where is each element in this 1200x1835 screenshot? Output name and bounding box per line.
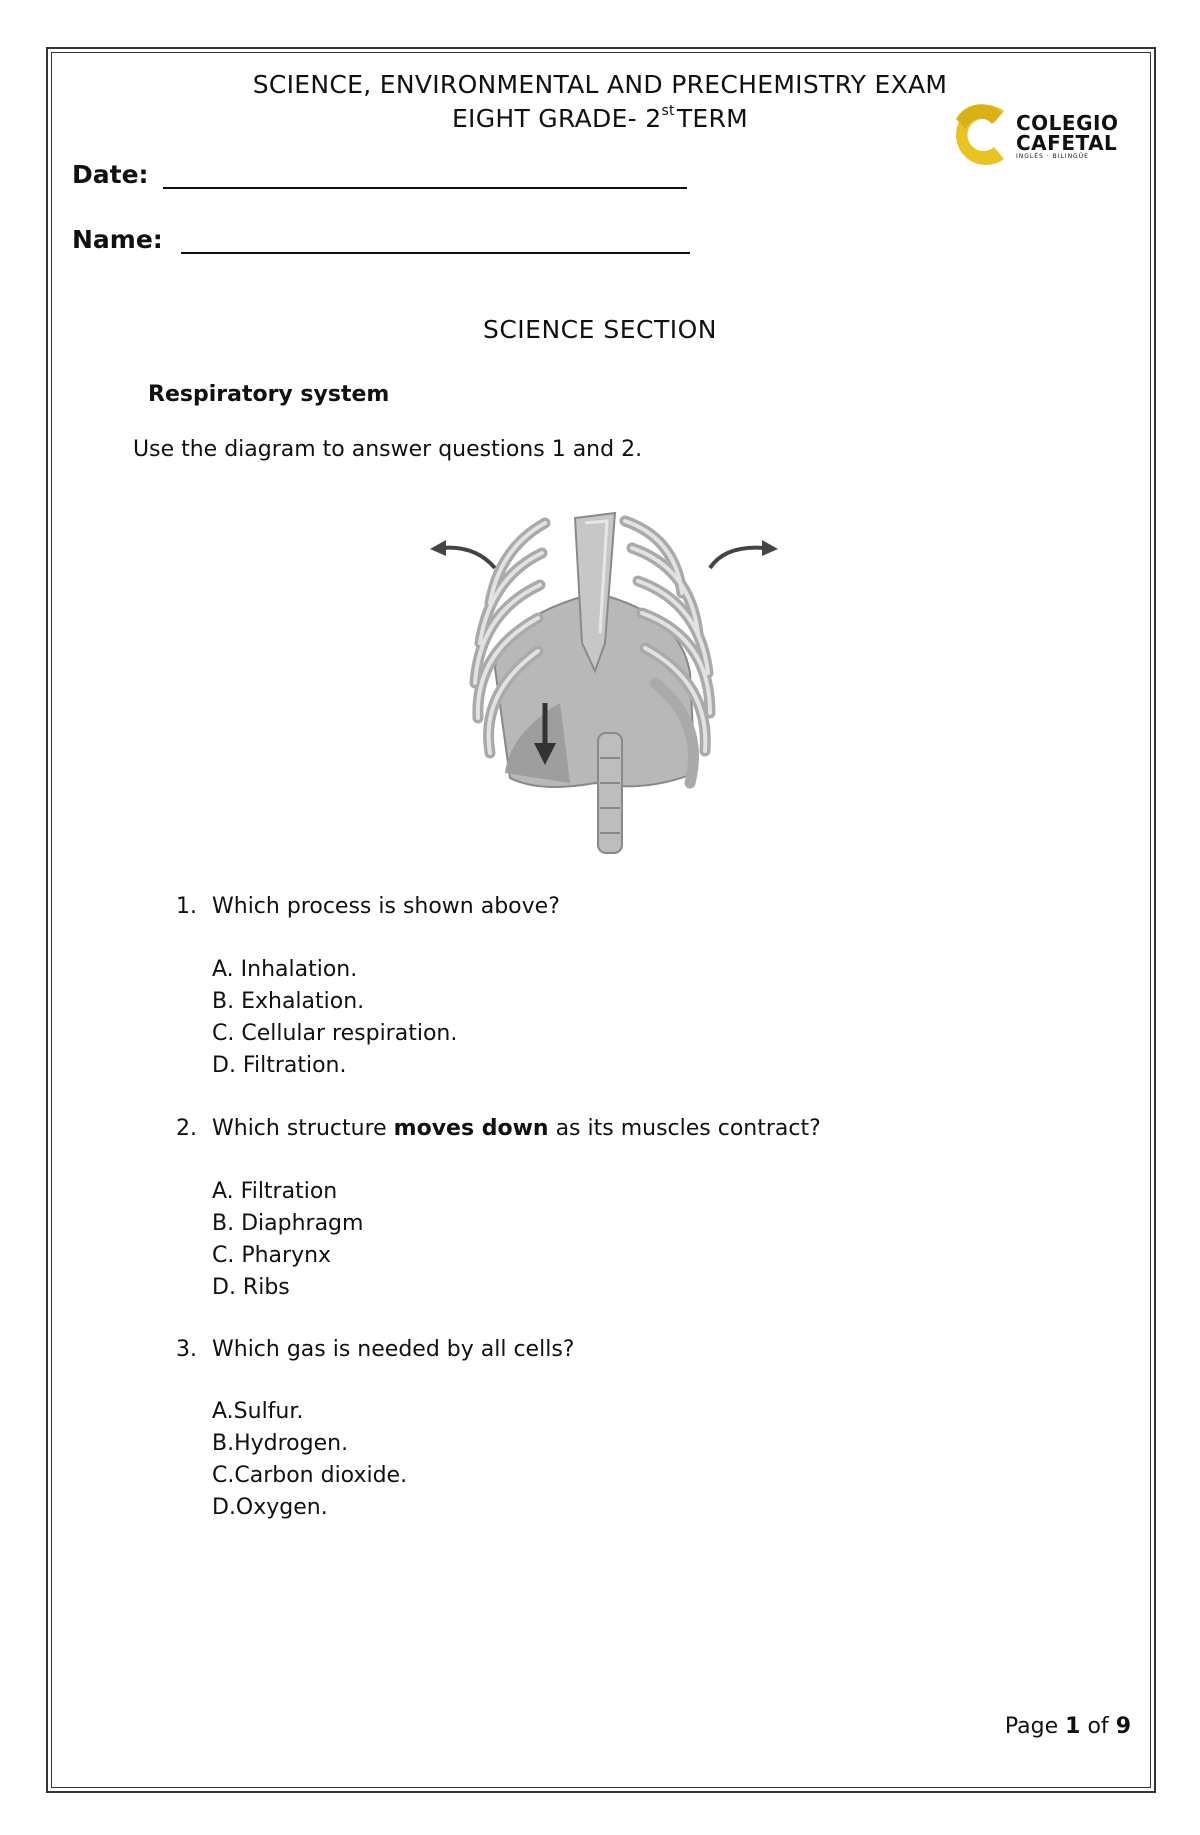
question-text-emphasis: moves down (393, 1116, 549, 1141)
date-label: Date: (72, 160, 149, 189)
option-1d[interactable]: D. Filtration. (212, 1053, 347, 1078)
logo-text-cafetal: CAFETAL (1016, 131, 1118, 155)
option-2a[interactable]: A. Filtration (212, 1179, 338, 1204)
expansion-arrow-left-icon (430, 540, 495, 568)
option-2c[interactable]: C. Pharynx (212, 1243, 332, 1268)
question-number: 3. (176, 1337, 197, 1362)
page-number (1005, 1714, 1131, 1739)
option-3b[interactable]: B.Hydrogen. (212, 1431, 349, 1456)
question-text-start: Which structure (212, 1116, 394, 1141)
name-label: Name: (72, 225, 163, 254)
option-2d[interactable]: D. Ribs (212, 1275, 290, 1300)
expansion-arrow-right-icon (710, 540, 778, 568)
option-1c[interactable]: C. Cellular respiration. (212, 1021, 458, 1046)
section-title: SCIENCE SECTION (482, 315, 718, 344)
page-word: Page (1004, 1714, 1059, 1739)
logo-text-colegio: COLEGIO (1016, 111, 1119, 135)
page-of: of (1087, 1714, 1109, 1739)
exam-title: SCIENCE, ENVIRONMENTAL AND PRECHEMISTRY EXAM (252, 70, 948, 99)
page-total: 9 (1115, 1714, 1131, 1739)
question-text-end: as its muscles contract? (548, 1116, 821, 1141)
option-3d[interactable]: D.Oxygen. (212, 1495, 328, 1520)
option-3a[interactable]: A.Sulfur. (212, 1399, 304, 1424)
question-number: 1. (176, 894, 197, 919)
question-3 (176, 1337, 574, 1362)
question-2 (176, 1116, 821, 1141)
topic-heading: Respiratory system (148, 382, 390, 407)
rib-cage-diaphragm-diagram (420, 493, 790, 868)
grade-label: EIGHT GRADE- 2 (451, 104, 662, 133)
page-border-inner (51, 52, 1151, 1788)
option-1b[interactable]: B. Exhalation. (212, 989, 365, 1014)
option-3c[interactable]: C.Carbon dioxide. (212, 1463, 408, 1488)
question-text: Which gas is needed by all cells? (212, 1337, 575, 1362)
instructions-text: Use the diagram to answer questions 1 and 2. (133, 437, 643, 462)
question-text: Which process is shown above? (212, 894, 560, 919)
logo-tagline: INGLÉS · BILINGÜE (1016, 153, 1089, 160)
date-field-line[interactable] (163, 187, 687, 189)
question-number: 2. (176, 1116, 197, 1141)
term-label: TERM (676, 104, 749, 133)
name-field-line[interactable] (181, 252, 690, 254)
page-current: 1 (1065, 1714, 1081, 1739)
option-1a[interactable]: A. Inhalation. (212, 957, 358, 982)
ordinal-suffix: st (661, 103, 675, 119)
question-1 (176, 894, 560, 919)
option-2b[interactable]: B. Diaphragm (212, 1211, 364, 1236)
